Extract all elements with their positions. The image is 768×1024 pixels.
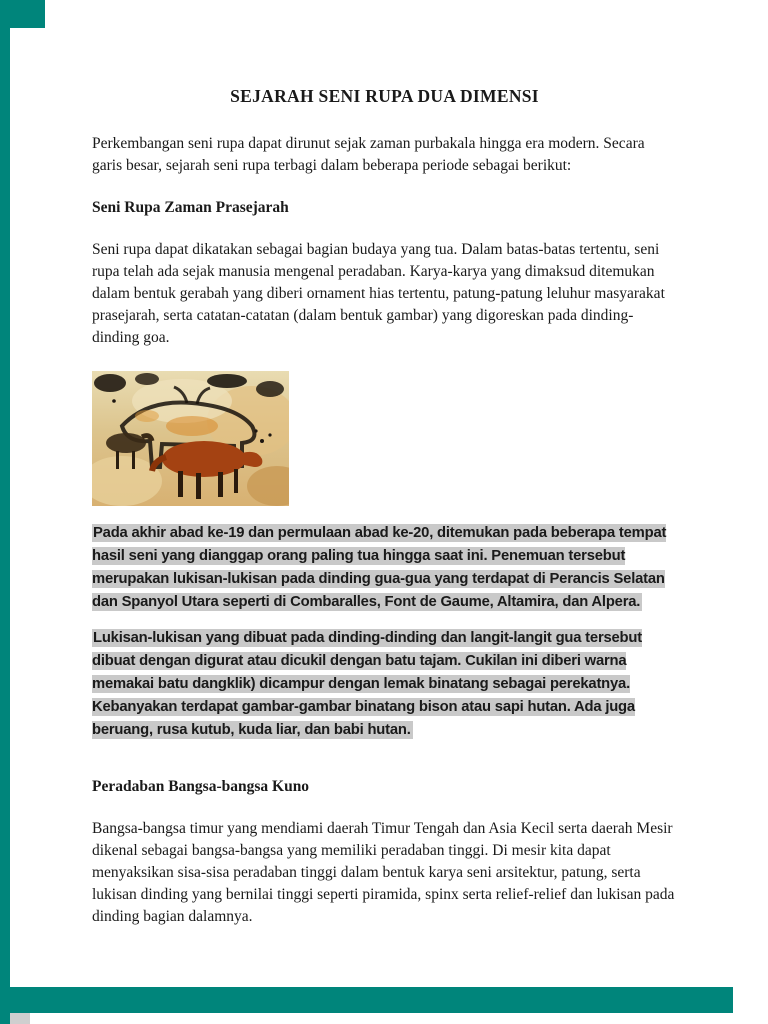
intro-paragraph: Perkembangan seni rupa dapat dirunut sejak zaman purbakala hingga era modern. Secara garis besar, sejarah seni rupa terbagi dalam beberapa periode sebagai berikut: [92,135,645,174]
prasejarah-paragraph: Seni rupa dapat dikatakan sebagai bagian budaya yang tua. Dalam batas-batas tertentu, seni rupa telah ada sejak manusia mengenal peradaban. Karya-karya yang dimaksud ditemukan dalam bentuk gerabah yang diberi ornament hias tertentu, patung-patung leluhur masyarakat prasejarah, serta catatan-catatan (dalam bentuk gambar) yang digoreskan pada dinding-dinding goa. [92,241,665,346]
section-heading-prasejarah: Seni Rupa Zaman Prasejarah [92,199,289,216]
page-title: SEJARAH SENI RUPA DUA DIMENSI [230,86,539,106]
cave-painting-image [92,371,289,506]
kuno-paragraph: Bangsa-bangsa timur yang mendiami daerah Timur Tengah dan Asia Kecil serta daerah Mesir dikenal sebagai bangsa-bangsa yang memiliki peradaban tinggi. Di mesir kita dapat menyaksikan sisa-sisa peradaban tinggi dalam bentuk karya seni arsitektur, patung, serta lukisan dinding yang bernilai tinggi seperti piramida, spinx serta relief-relief dan lukisan pada dinding bagian dalamnya. [92,820,675,925]
highlighted-text: Pada akhir abad ke-19 dan permulaan abad ke-20, ditemukan pada beberapa tempat hasil seni yang dianggap orang paling tua hingga saat ini. Penemuan tersebut merupakan lukisan-lukisan pada dinding gua-gua yang terdapat di Perancis Selatan dan Spanyol Utara seperti di Combaralles, Font de Gaume, Altamira, dan Alpera. [92,525,667,610]
highlighted-paragraph-2 [92,627,677,742]
page-edge-bottomleft-artifact [10,1013,30,1024]
page-edge-topleft-block [10,0,45,28]
document-page [92,86,677,950]
page-edge-left-strip [0,0,10,1024]
page-edge-bottom-strip [10,987,733,1013]
highlighted-text: Lukisan-lukisan yang dibuat pada dinding-dinding dan langit-langit gua tersebut dibuat dengan digurat atau dicukil dengan batu tajam. Cukilan ini diberi warna memakai batu dangklik) dicampur dengan lemak binatang sebagai perekatnya. Kebanyakan terdapat gambar-gambar binatang bison atau sapi hutan. Ada juga beruang, rusa kutub, kuda liar, dan babi hutan. [92,630,642,738]
highlighted-paragraph-1 [92,522,677,614]
section-heading-kuno: Peradaban Bangsa-bangsa Kuno [92,778,310,795]
